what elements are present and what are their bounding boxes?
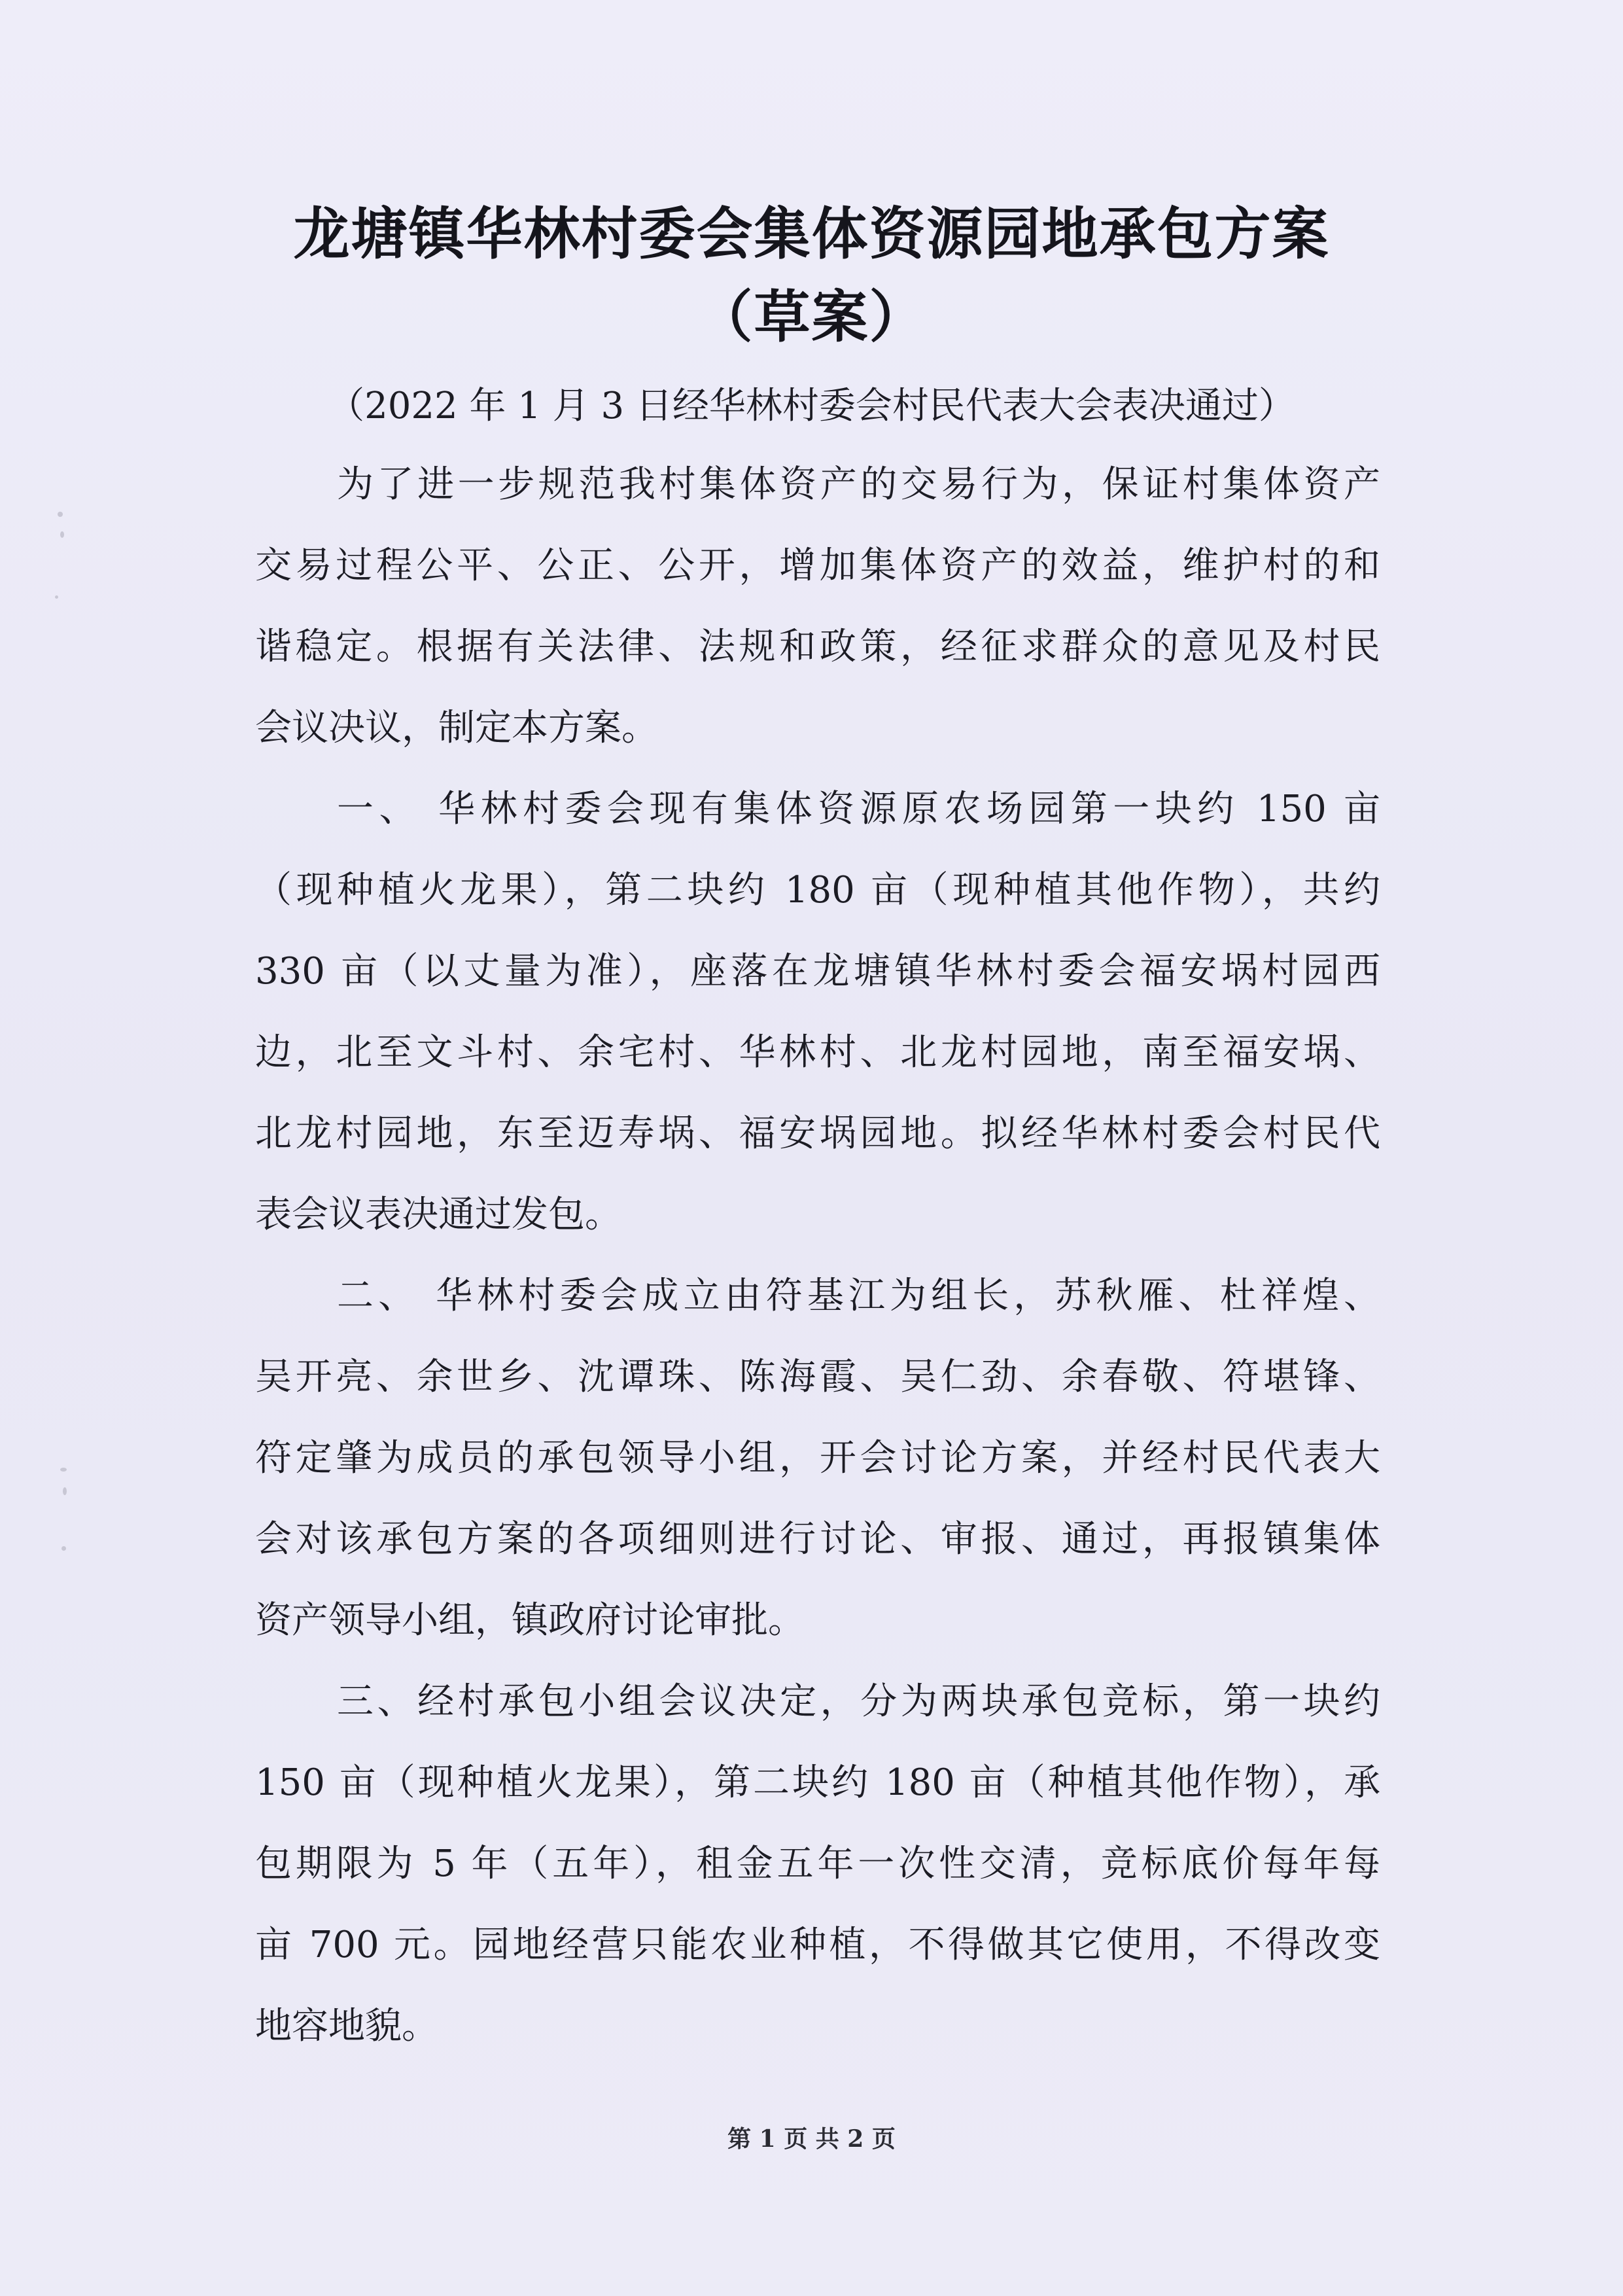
paragraph-line: 边，北至文斗村、余宅村、华林村、北龙村园地，南至福安埚、 [255,1031,1380,1074]
paragraph-line: 二、 华林村委会成立由符基江为组长，苏秋雁、杜祥煌、 [337,1275,1380,1317]
scan-speck [60,531,64,538]
paragraph-line: 亩 700 元。园地经营只能农业种植，不得做其它使用，不得改变 [255,1924,1380,1966]
paragraph-line: 150 亩（现种植火龙果），第二块约 180 亩（种植其他作物），承 [255,1761,1380,1804]
paragraph-line: 一、 华林村委会现有集体资源原农场园第一块约 150 亩 [337,788,1380,830]
paragraph-line: 资产领导小组，镇政府讨论审批。 [255,1599,805,1642]
paragraph-line: （现种植火龙果），第二块约 180 亩（现种植其他作物），共约 [255,869,1380,911]
paragraph-line: 会对该承包方案的各项细则进行讨论、审报、通过，再报镇集体 [255,1518,1380,1561]
paragraph-line: 地容地貌。 [255,2005,438,2047]
approval-note: （2022 年 1 月 3 日经华林村委会村民代表大会表决通过） [328,385,1295,427]
paragraph-line: 330 亩（以丈量为准），座落在龙塘镇华林村委会福安埚村园西 [255,950,1380,993]
paragraph-line: 包期限为 5 年（五年），租金五年一次性交清，竞标底价每年每 [255,1843,1380,1885]
document-title-note: （草案） [696,285,927,350]
paragraph-line: 会议决议，制定本方案。 [255,707,658,749]
scan-speck [61,1546,66,1551]
page-footer: 第 1 页 共 2 页 [727,2125,896,2153]
paragraph-line: 为了进一步规范我村集体资产的交易行为，保证村集体资产 [337,463,1380,506]
paragraph-line: 符定肇为成员的承包领导小组，开会讨论方案，并经村民代表大 [255,1437,1380,1479]
scan-speck [58,512,63,517]
paragraph-line: 三、经村承包小组会议决定，分为两块承包竞标，第一块约 [337,1680,1380,1723]
scan-speck [63,1487,67,1495]
paragraph-line: 表会议表决通过发包。 [255,1193,621,1236]
paragraph-line: 交易过程公平、公正、公开，增加集体资产的效益，维护村的和 [255,544,1380,587]
paragraph-line: 吴开亮、余世乡、沈谭珠、陈海霞、吴仁劲、余春敬、符堪锋、 [255,1356,1380,1398]
scan-speck [55,595,58,599]
document-title: 龙塘镇华林村委会集体资源园地承包方案 [293,202,1330,267]
paragraph-line: 北龙村园地，东至迈寿埚、福安埚园地。拟经华林村委会村民代 [255,1112,1380,1155]
scan-speck [60,1468,67,1472]
paragraph-line: 谐稳定。根据有关法律、法规和政策，经征求群众的意见及村民 [255,626,1380,668]
